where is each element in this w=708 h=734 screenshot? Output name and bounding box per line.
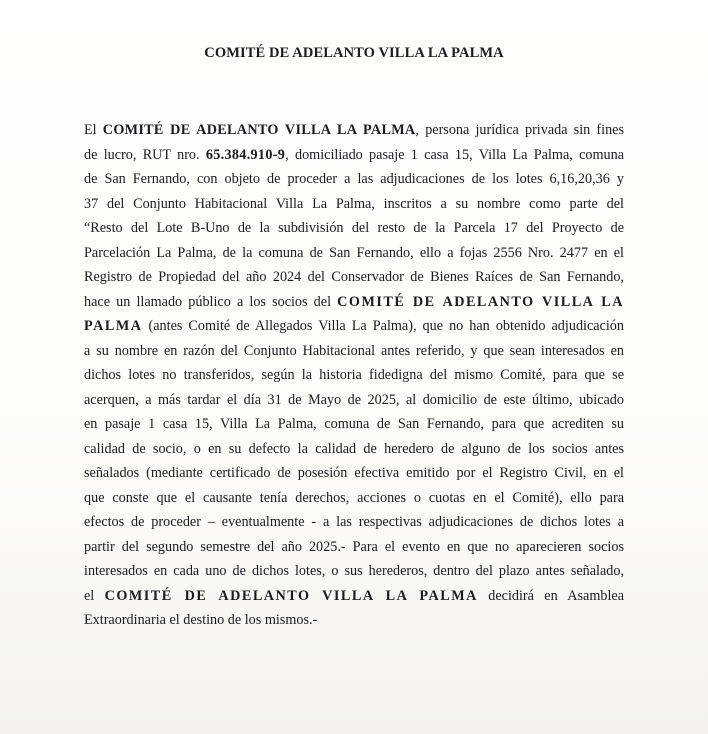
notice-paragraph xyxy=(84,118,624,633)
text-line-6: Parcelación La Palma, de la comuna de San Fernando, ello a fojas 2556 Nro. 2477 en el xyxy=(84,244,624,261)
text-line-1 xyxy=(84,118,624,143)
text-segment: decidirá en Asamblea xyxy=(477,587,624,604)
text-line-14: calidad de socio, o en su defecto la calidad de heredero de alguno de los socios antes xyxy=(84,440,624,457)
text-segment: de lucro, RUT nro. xyxy=(84,146,206,163)
committee-name-bold: COMITÉ DE ADELANTO VILLA LA PALMA xyxy=(102,122,416,138)
text-line-21: Extraordinaria el destino de los mismos.- xyxy=(84,612,318,628)
text-segment: , domiciliado pasaje 1 casa 15, Villa La Palma, comuna xyxy=(285,146,624,163)
text-segment: El xyxy=(84,122,103,138)
document-title: COMITÉ DE ADELANTO VILLA LA PALMA xyxy=(204,45,504,61)
text-segment: el xyxy=(84,587,105,604)
committee-name-bold: COMITÉ DE ADELANTO VILLA LA PALMA xyxy=(104,587,478,604)
text-line-15: señalados (mediante certificado de posesión efectiva emitido por el Registro Civil, en el xyxy=(84,465,624,481)
committee-name-bold: PALMA xyxy=(84,318,143,334)
text-line-2 xyxy=(84,143,624,168)
text-line-3: de San Fernando, con objeto de proceder a las adjudicaciones de los lotes 6,16,20,36 y xyxy=(84,171,624,187)
text-line-11: dichos lotes no transferidos, según la historia fidedigna del mismo Comité, para que se xyxy=(84,367,624,383)
committee-name-bold: COMITÉ DE ADELANTO VILLA LA xyxy=(337,293,624,310)
text-segment: hace un llamado público a los socios del xyxy=(84,293,338,310)
text-line-9 xyxy=(84,314,624,339)
text-line-8 xyxy=(84,290,624,315)
text-line-18: partir del segundo semestre del año 2025.- Para el evento en que no aparecieren socios xyxy=(84,538,624,555)
text-line-20 xyxy=(84,584,624,609)
text-line-19: interesados en cada uno de dichos lotes, o sus herederos, dentro del plazo antes señalado, xyxy=(84,563,624,579)
text-segment: (antes Comité de Allegados Villa La Palma), que no han obtenido adjudicación xyxy=(142,318,624,334)
rut-number-bold: 65.384.910-9 xyxy=(205,146,286,163)
text-line-10: a su nombre en razón del Conjunto Habitacional antes referido, y que sean interesados en xyxy=(84,342,624,359)
text-line-12: acerquen, a más tardar el día 31 de Mayo de 2025, al domicilio de este último, ubicado xyxy=(84,391,624,408)
text-line-4: 37 del Conjunto Habitacional Villa La Palma, inscritos a su nombre como parte del xyxy=(84,195,624,212)
text-line-13: en pasaje 1 casa 15, Villa La Palma, comuna de San Fernando, para que acrediten su xyxy=(84,416,624,432)
text-line-16: que conste que el causante tenía derechos, acciones o cuotas en el Comité), ello para xyxy=(84,489,624,506)
text-line-7: Registro de Propiedad del año 2024 del Conservador de Bienes Raíces de San Fernando, xyxy=(84,269,624,285)
text-line-17: efectos de proceder – eventualmente - a las respectivas adjudicaciones de dichos lotes a xyxy=(84,514,624,530)
text-line-5: “Resto del Lote B-Uno de la subdivisión del resto de la Parcela 17 del Proyecto de xyxy=(84,220,624,236)
text-segment: , persona jurídica privada sin fines xyxy=(415,122,624,138)
